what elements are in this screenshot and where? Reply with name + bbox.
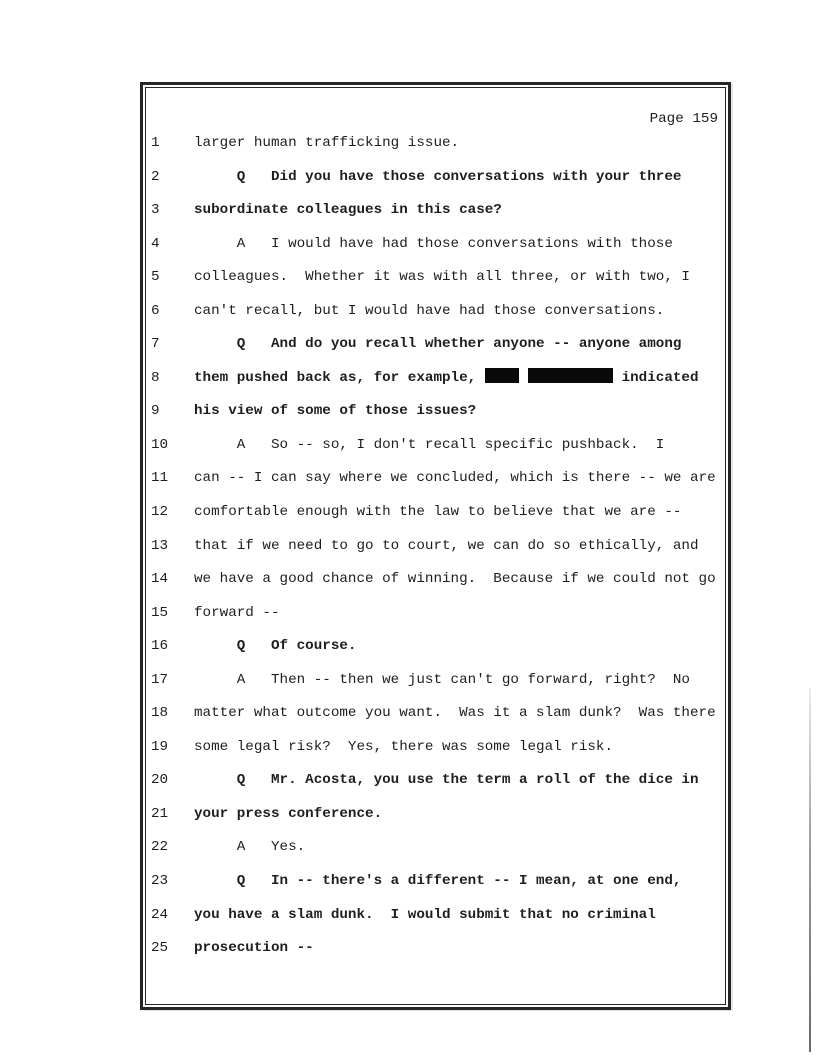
transcript-line	[146, 764, 725, 798]
line-number: 12	[151, 504, 169, 521]
line-number: 25	[151, 940, 169, 957]
scan-streak-artifact	[809, 688, 811, 1052]
line-text: his view of some of those issues?	[194, 403, 477, 420]
line-text: can't recall, but I would have had those conversations.	[194, 302, 665, 319]
line-text: Q Did you have those conversations with your three	[194, 168, 682, 185]
line-text: matter what outcome you want. Was it a slam dunk? Was there	[194, 705, 716, 722]
line-number: 15	[151, 604, 169, 621]
line-text: A So -- so, I don't recall specific pushback. I	[194, 436, 665, 453]
line-number: 2	[151, 168, 160, 185]
line-text: A Yes.	[194, 839, 306, 856]
line-text: can -- I can say where we concluded, which is there -- we are	[194, 470, 716, 487]
line-number: 14	[151, 571, 169, 588]
line-number: 8	[151, 369, 160, 386]
transcript-line	[146, 362, 725, 396]
line-number: 9	[151, 403, 160, 420]
transcript-line	[146, 563, 725, 597]
line-number: 18	[151, 705, 169, 722]
line-text: colleagues. Whether it was with all three, or with two, I	[194, 269, 690, 286]
line-text: A I would have had those conversations with those	[194, 235, 673, 252]
transcript-line	[146, 697, 725, 731]
page-number: Page 159	[649, 111, 718, 127]
transcript-line	[146, 530, 725, 564]
transcript-line	[146, 127, 725, 161]
line-number: 11	[151, 470, 169, 487]
transcript-line	[146, 328, 725, 362]
line-text: larger human trafficking issue.	[194, 135, 460, 151]
line-text: subordinate colleagues in this case?	[194, 202, 502, 219]
line-number: 21	[151, 805, 169, 822]
line-text: some legal risk? Yes, there was some legal risk.	[194, 738, 614, 755]
page-inner-frame	[145, 87, 726, 1005]
line-text: Q In -- there's a different -- I mean, at one end,	[194, 873, 682, 890]
line-text: Q And do you recall whether anyone -- anyone among	[194, 336, 682, 353]
transcript-line	[146, 831, 725, 865]
transcript-line	[146, 228, 725, 262]
line-text: forward --	[194, 604, 280, 621]
transcript-line	[146, 664, 725, 698]
transcript-line	[146, 630, 725, 664]
line-number: 6	[151, 302, 160, 319]
transcript-line	[146, 865, 725, 899]
transcript-line	[146, 932, 725, 966]
line-text: we have a good chance of winning. Because if we could not go	[194, 571, 716, 588]
line-text: them pushed back as, for example, indicated	[194, 369, 699, 386]
line-number: 23	[151, 873, 169, 890]
transcript-line	[146, 731, 725, 765]
line-number: 7	[151, 336, 160, 353]
line-number: 19	[151, 738, 169, 755]
line-number: 16	[151, 638, 169, 655]
line-number: 1	[151, 135, 160, 151]
line-number: 17	[151, 671, 169, 688]
transcript-line	[146, 597, 725, 631]
transcript-line	[146, 798, 725, 832]
document-page	[140, 82, 731, 1010]
line-text: your press conference.	[194, 805, 383, 822]
transcript-line	[146, 261, 725, 295]
line-number: 5	[151, 269, 160, 286]
transcript-line	[146, 429, 725, 463]
transcript-body	[146, 127, 725, 966]
line-number: 10	[151, 436, 169, 453]
transcript-line	[146, 395, 725, 429]
line-number: 3	[151, 202, 160, 219]
line-text: A Then -- then we just can't go forward, right? No	[194, 671, 690, 688]
line-text: you have a slam dunk. I would submit that no criminal	[194, 906, 656, 923]
transcript-line	[146, 194, 725, 228]
transcript-line	[146, 295, 725, 329]
line-number: 20	[151, 772, 169, 789]
transcript-line	[146, 496, 725, 530]
line-number: 22	[151, 839, 169, 856]
redaction-bar	[528, 368, 614, 383]
line-text: Q Mr. Acosta, you use the term a roll of the dice in	[194, 772, 699, 789]
line-number: 13	[151, 537, 169, 554]
transcript-line	[146, 462, 725, 496]
transcript-line	[146, 161, 725, 195]
line-text: Q Of course.	[194, 638, 357, 655]
line-text: comfortable enough with the law to believe that we are --	[194, 504, 682, 521]
line-text: prosecution --	[194, 940, 314, 957]
line-text: that if we need to go to court, we can do so ethically, and	[194, 537, 699, 554]
line-number: 4	[151, 235, 160, 252]
redaction-bar	[485, 368, 519, 383]
transcript-line	[146, 899, 725, 933]
line-number: 24	[151, 906, 169, 923]
